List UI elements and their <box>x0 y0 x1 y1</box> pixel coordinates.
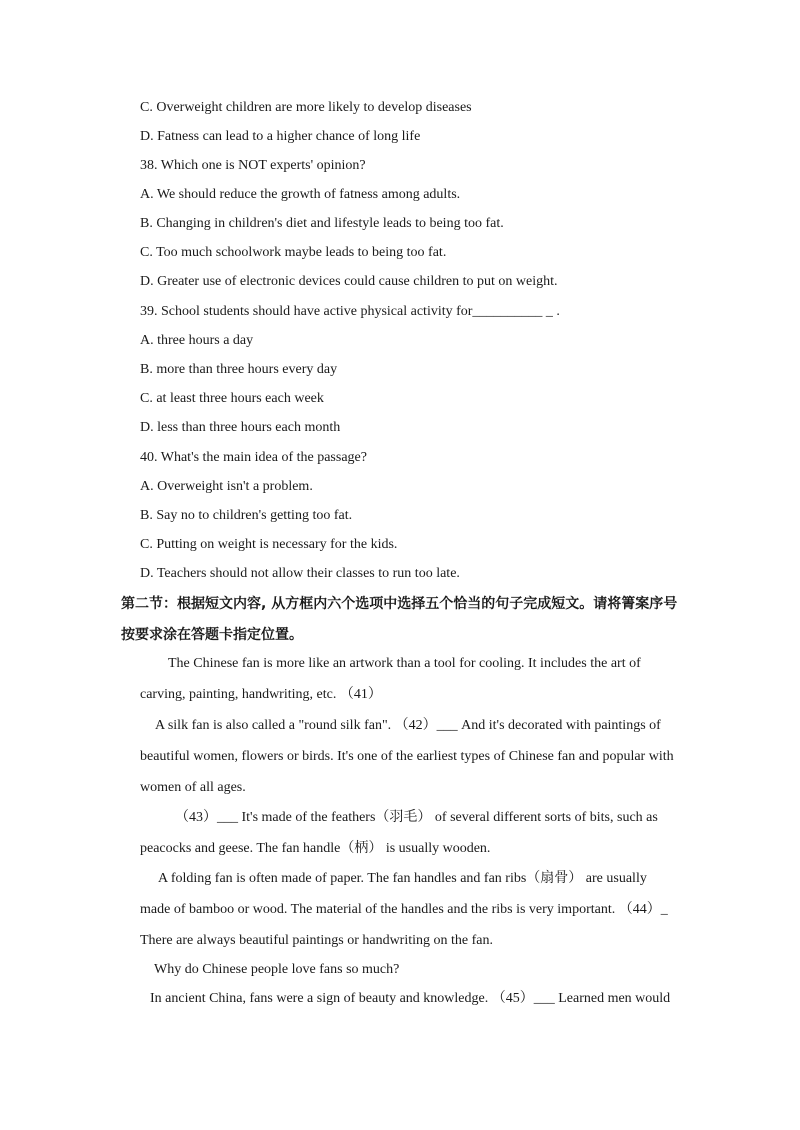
q39-option-b: B. more than three hours every day <box>140 362 338 377</box>
passage-p1-line-2: carving, painting, handwriting, etc. （41） <box>140 687 382 702</box>
q40-option-d: D. Teachers should not allow their classes to run too late. <box>140 566 460 581</box>
section-heading-line-2: 按要求涂在答题卡指定位置。 <box>121 627 303 643</box>
q40-option-c: C. Putting on weight is necessary for the kids. <box>140 537 398 552</box>
q40-option-a: A. Overweight isn't a problem. <box>140 479 313 494</box>
q39-option-a: A. three hours a day <box>140 333 254 348</box>
passage-p1-line-1: The Chinese fan is more like an artwork than a tool for cooling. It includes the art of <box>168 656 641 671</box>
passage-p4-line-3: There are always beautiful paintings or handwriting on the fan. <box>140 933 493 948</box>
passage-p4-line-2: made of bamboo or wood. The material of the handles and the ribs is very important. （44）_ <box>140 902 668 917</box>
q40-stem: 40. What's the main idea of the passage? <box>140 450 367 465</box>
passage-p3-line-2: peacocks and geese. The fan handle（柄） is usually wooden. <box>140 841 491 856</box>
passage-p2-line-1: A silk fan is also called a "round silk fan". （42）___ And it's decorated with paintings of <box>155 718 661 733</box>
q38-option-d: D. Greater use of electronic devices could cause children to put on weight. <box>140 274 558 289</box>
section-heading-line-1: 第二节：根据短文内容, 从方框内六个选项中选择五个恰当的句子完成短文。请将箐案序号 <box>121 596 678 612</box>
passage-p2-line-3: women of all ages. <box>140 780 246 795</box>
passage-p2-line-2: beautiful women, flowers or birds. It's one of the earliest types of Chinese fan and popular with <box>140 749 674 764</box>
passage-p3-line-1: （43）___ It's made of the feathers（羽毛） of several different sorts of bits, such as <box>175 810 658 825</box>
q39-option-d: D. less than three hours each month <box>140 420 341 435</box>
passage-p5-line-1: Why do Chinese people love fans so much? <box>154 962 400 977</box>
q39-option-c: C. at least three hours each week <box>140 391 324 406</box>
q38-option-a: A. We should reduce the growth of fatness among adults. <box>140 187 461 202</box>
q38-option-c: C. Too much schoolwork maybe leads to being too fat. <box>140 245 447 260</box>
q38-option-b: B. Changing in children's diet and lifestyle leads to being too fat. <box>140 216 504 231</box>
q39-stem: 39. School students should have active physical activity for__________ _ . <box>140 304 560 319</box>
q37-option-d: D. Fatness can lead to a higher chance of long life <box>140 129 421 144</box>
passage-p4-line-1: A folding fan is often made of paper. The fan handles and fan ribs（扇骨） are usually <box>158 871 647 886</box>
q38-stem: 38. Which one is NOT experts' opinion? <box>140 158 366 173</box>
q37-option-c: C. Overweight children are more likely to develop diseases <box>140 100 472 115</box>
q40-option-b: B. Say no to children's getting too fat. <box>140 508 353 523</box>
passage-p6-line-1: In ancient China, fans were a sign of beauty and knowledge. （45）___ Learned men would <box>150 991 671 1006</box>
